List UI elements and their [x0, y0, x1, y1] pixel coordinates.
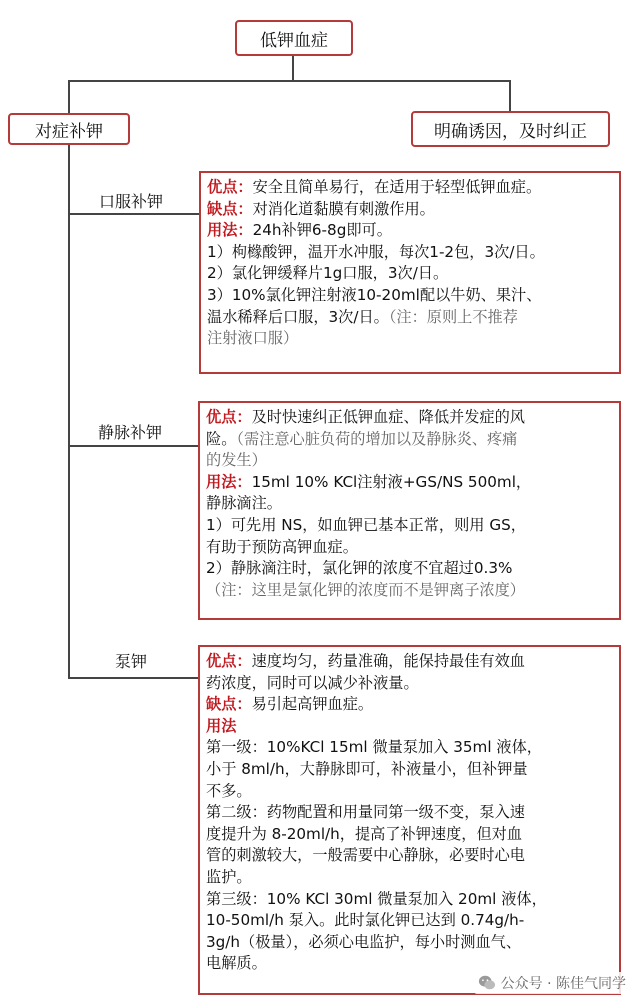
content-line [206, 737, 613, 759]
content-line [207, 285, 613, 307]
body-text: 温水稀释后口服，3次/日。 [207, 307, 389, 326]
field-label: 优点： [206, 408, 252, 426]
field-label: 缺点： [207, 199, 253, 218]
body-text: 24h补钾6-8g即可。 [252, 221, 392, 240]
body-text: 不多。 [206, 781, 252, 800]
field-label: 优点： [206, 652, 252, 670]
left-branch-node [8, 113, 130, 145]
body-text: 电解质。 [206, 954, 267, 973]
body-text: 第三级：10% KCl 30ml 微量泵加入 20ml 液体， [206, 889, 547, 908]
body-text: 10-50ml/h 泵入。此时氯化钾已达到 0.74g/h- [206, 911, 525, 930]
branch-label-pump: 泵钾 [113, 649, 149, 672]
body-text: 药浓度，同时可以减少补液量。 [206, 673, 419, 692]
branch-label-oral: 口服补钾 [97, 189, 165, 212]
watermark-text: 公众号 · 陈佳气同学 [500, 976, 626, 992]
note-text: 注射液口服） [207, 329, 299, 348]
body-text: 2）静脉滴注时，氯化钾的浓度不宜超过0.3% [206, 559, 513, 578]
content-line [206, 802, 613, 824]
body-text: 险。 [206, 429, 237, 448]
field-label: 优点： [207, 178, 253, 196]
connector-horizontal [68, 80, 511, 82]
body-text: 1）可先用 NS，如血钾已基本正常，则用 GS， [206, 515, 526, 534]
content-line [207, 307, 613, 329]
body-text: 2）氯化钾缓释片1g口服，3次/日。 [207, 264, 449, 283]
content-line [206, 673, 613, 695]
body-text: 度提升为 8-20ml/h，提高了补钾速度，但对血 [206, 824, 523, 843]
content-line [206, 515, 613, 537]
content-line [207, 220, 613, 242]
content-line [206, 407, 613, 429]
content-line [207, 328, 613, 350]
connector-left-down [68, 80, 70, 114]
body-text: 小于 8ml/h，大静脉即可，补液量小，但补钾量 [206, 759, 528, 778]
content-line [206, 759, 613, 781]
note-text: 的发生） [206, 451, 267, 470]
body-text: 第二级：药物配置和用量同第一级不变，泵入速 [206, 803, 525, 822]
watermark [474, 972, 630, 994]
connector-branch-pump [68, 677, 199, 679]
root-title: 低钾血症 [260, 30, 328, 51]
content-line [207, 242, 613, 264]
content-line [206, 429, 613, 451]
connector-trunk [68, 145, 70, 678]
content-line [206, 580, 613, 602]
field-label: 用法 [206, 716, 237, 735]
body-text: 监护。 [206, 867, 252, 886]
body-text: 1）枸橼酸钾，温开水冲服，每次1-2包，3次/日。 [207, 242, 545, 261]
connector-branch-oral [68, 213, 200, 215]
content-line [206, 558, 613, 580]
body-text: 管的刺激较大，一般需要中心静脉，必要时心电 [206, 846, 525, 865]
branch-label-iv: 静脉补钾 [96, 420, 164, 443]
content-line [206, 910, 613, 932]
body-text: 对消化道黏膜有刺激作用。 [252, 199, 435, 218]
wechat-icon [478, 974, 496, 992]
box-pump [198, 645, 621, 995]
content-line [206, 867, 613, 889]
connector-branch-iv [68, 445, 199, 447]
content-line [206, 450, 613, 472]
body-text: 第一级：10%KCl 15ml 微量泵加入 35ml 液体， [206, 738, 542, 757]
connector-right-down [509, 80, 511, 112]
note-text: （注：这里是氯化钾的浓度而不是钾离子浓度） [206, 580, 525, 599]
field-label: 用法： [207, 221, 253, 240]
body-text: 安全且简单易行，在适用于轻型低钾血症。 [252, 178, 542, 196]
box-iv [198, 401, 621, 620]
content-line [206, 781, 613, 803]
content-line [206, 824, 613, 846]
field-label: 缺点： [206, 695, 252, 714]
field-label: 用法： [206, 472, 252, 491]
content-line [206, 537, 613, 559]
content-line [206, 932, 613, 954]
content-line [207, 177, 613, 199]
body-text: 有助于预防高钾血症。 [206, 537, 358, 556]
body-text: 及时快速纠正低钾血症、降低并发症的风 [251, 408, 525, 426]
content-line [206, 845, 613, 867]
right-branch-node [411, 111, 610, 147]
content-line [206, 651, 613, 673]
body-text: 静脉滴注。 [206, 494, 282, 513]
box-oral [199, 171, 621, 374]
left-branch-title: 对症补钾 [35, 121, 103, 142]
body-text: 3g/h（极量），必须心电监护，每小时测血气、 [206, 932, 522, 951]
body-text: 速度均匀，药量准确，能保持最佳有效血 [251, 652, 525, 670]
right-branch-title: 明确诱因，及时纠正 [434, 121, 587, 142]
root-node [235, 20, 353, 56]
connector-root-down [292, 56, 294, 81]
content-line [206, 889, 613, 911]
content-line [206, 493, 613, 515]
body-text: 15ml 10% KCl注射液+GS/NS 500ml， [251, 472, 532, 491]
body-text: 3）10%氯化钾注射液10-20ml配以牛奶、果汁、 [207, 285, 542, 304]
content-line [206, 694, 613, 716]
content-line [207, 263, 613, 285]
note-text: （注：原则上不推荐 [388, 307, 518, 326]
body-text: 易引起高钾血症。 [251, 695, 374, 714]
note-text: （需注意心脏负荷的增加以及静脉炎、疼痛 [236, 429, 518, 448]
content-line [206, 716, 613, 738]
content-line [206, 472, 613, 494]
content-line [207, 199, 613, 221]
